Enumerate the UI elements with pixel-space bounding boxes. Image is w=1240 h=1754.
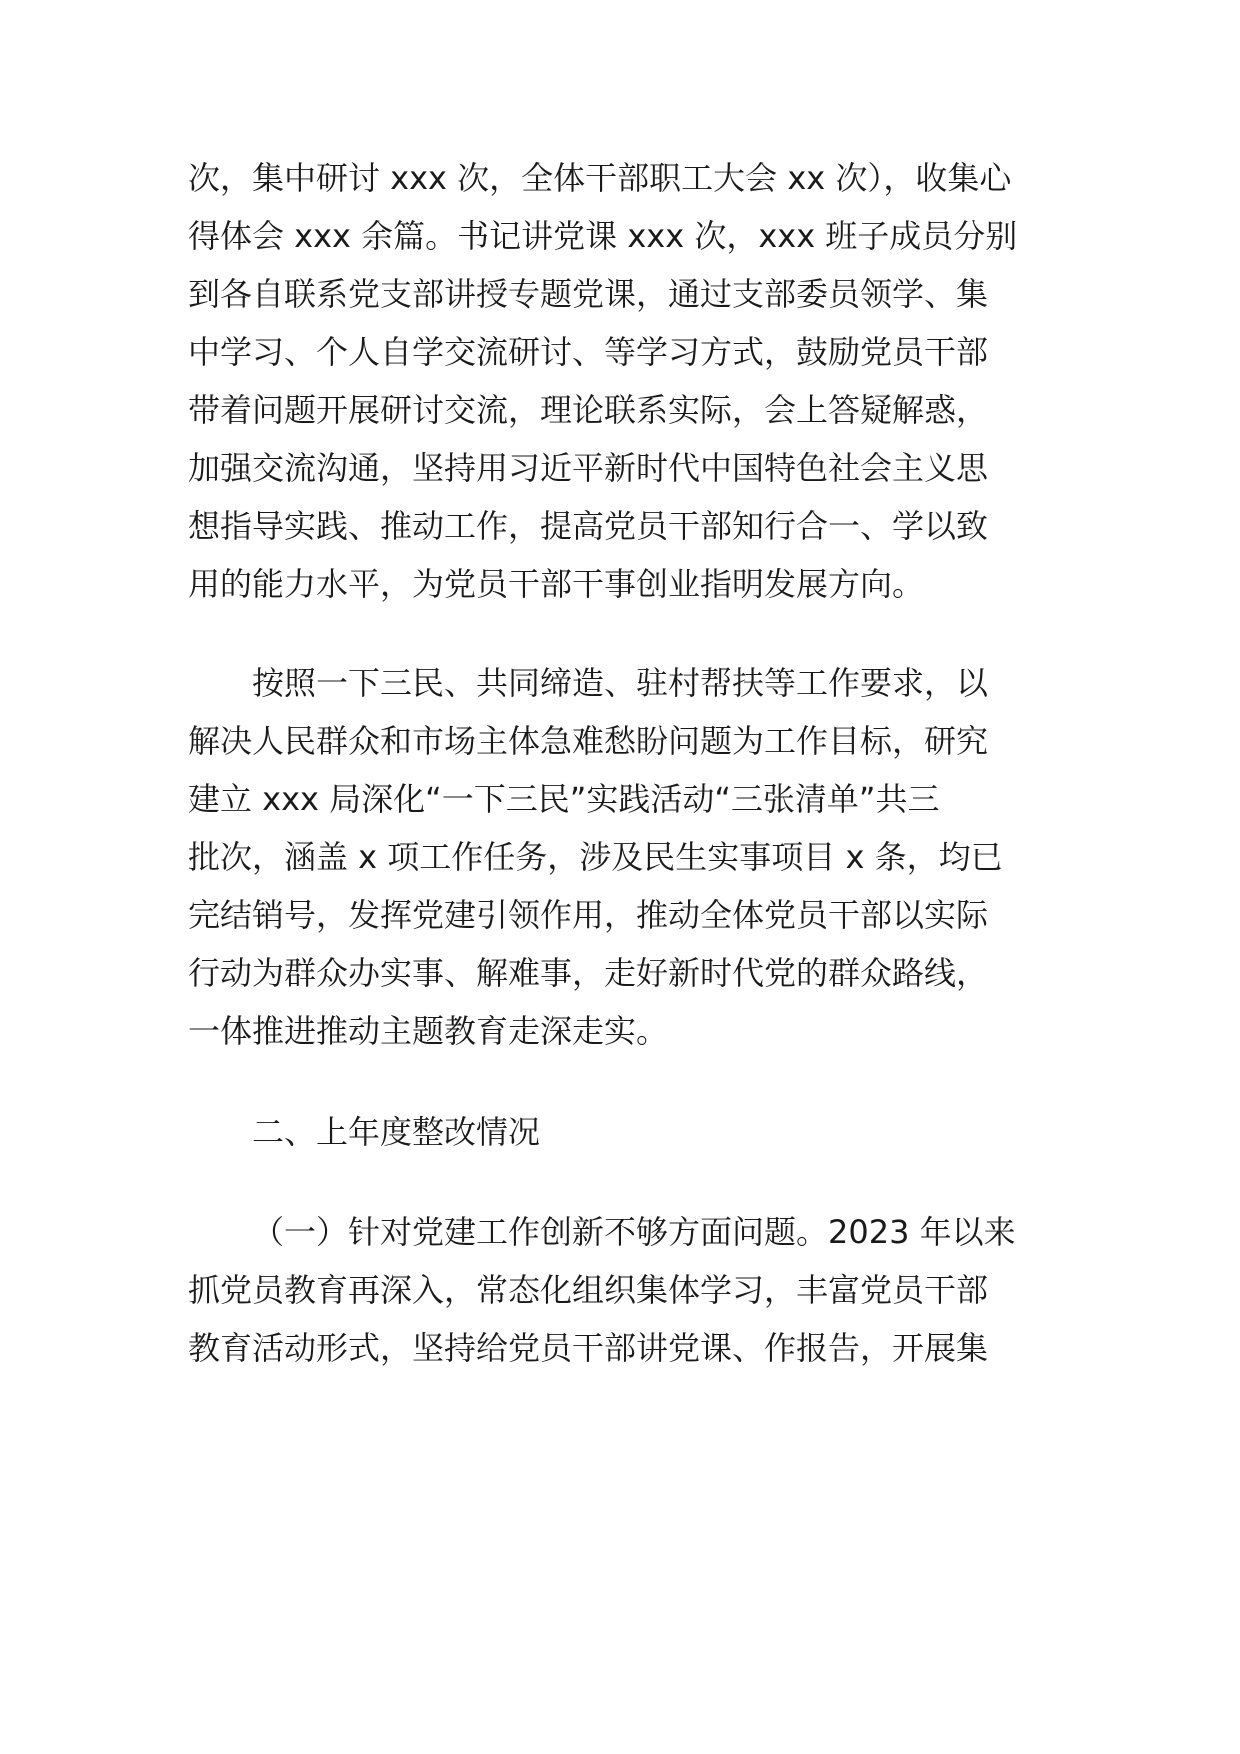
text-line: 中学习、个人自学交流研讨、等学习方式，鼓励党员干部 <box>188 333 989 371</box>
text-line: 次，集中研讨 xxx 次，全体干部职工大会 xx 次），收集心 <box>188 159 1012 197</box>
text-line: 教育活动形式，坚持给党员干部讲党课、作报告，开展集 <box>188 1329 989 1367</box>
text-line: 抓党员教育再深入，常态化组织集体学习，丰富党员干部 <box>188 1271 989 1309</box>
text-line: 带着问题开展研讨交流，理论联系实际，会上答疑解惑， <box>188 391 989 429</box>
text-line: 按照一下三民、共同缔造、驻村帮扶等工作要求，以 <box>252 664 989 702</box>
text-line: 一体推进推动主题教育走深走实。 <box>188 1012 669 1050</box>
text-line: 用的能力水平，为党员干部干事创业指明发展方向。 <box>188 565 925 603</box>
text-line: 建立 xxx 局深化“一下三民”实践活动“三张清单”共三 <box>188 780 940 818</box>
text-line: 完结销号，发挥党建引领作用，推动全体党员干部以实际 <box>188 896 989 934</box>
text-line: 解决人民群众和市场主体急难愁盼问题为工作目标，研究 <box>188 722 989 760</box>
text-line: 行动为群众办实事、解难事，走好新时代党的群众路线， <box>188 954 989 992</box>
section-heading: 二、上年度整改情况 <box>252 1113 541 1151</box>
text-line: 想指导实践、推动工作，提高党员干部知行合一、学以致 <box>188 507 989 545</box>
text-line: 得体会 xxx 余篇。书记讲党课 xxx 次，xxx 班子成员分别 <box>188 217 1018 255</box>
text-line: 到各自联系党支部讲授专题党课，通过支部委员领学、集 <box>188 275 989 313</box>
text-line: （一）针对党建工作创新不够方面问题。2023 年以来 <box>252 1213 1016 1251</box>
text-line: 加强交流沟通，坚持用习近平新时代中国特色社会主义思 <box>188 449 989 487</box>
text-line: 批次，涵盖 x 项工作任务，涉及民生实事项目 x 条，均已 <box>188 838 1003 876</box>
